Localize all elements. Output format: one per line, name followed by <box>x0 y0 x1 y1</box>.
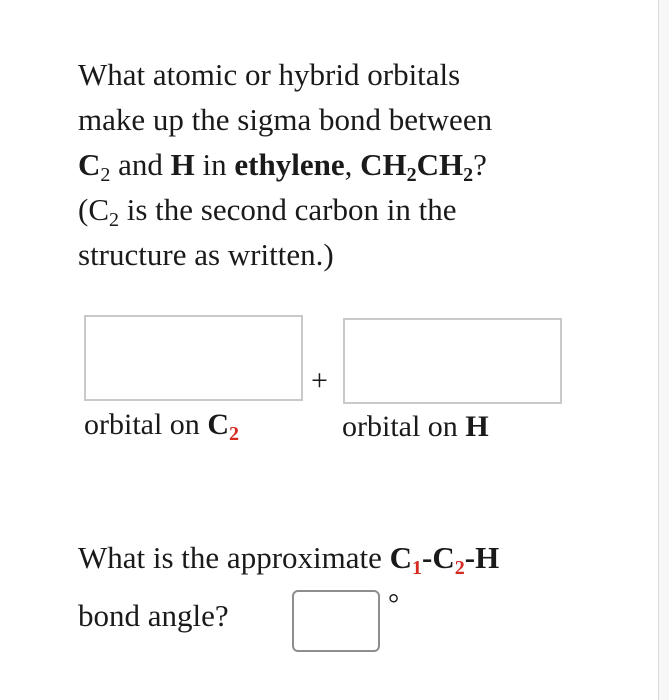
bond-angle-input[interactable] <box>292 590 380 652</box>
orbital-on-c2-label <box>84 407 239 443</box>
text-and: and <box>110 147 171 182</box>
dash-2: - <box>464 540 476 575</box>
orbital-on-h-label <box>342 409 489 445</box>
formula <box>360 147 474 186</box>
question-line-5: structure as written.) <box>78 237 334 272</box>
carbon-subscript: 2 <box>100 164 111 186</box>
label-c2-text: orbital on <box>84 408 208 441</box>
question-orbitals <box>78 52 578 277</box>
formula-ch-1: CH <box>360 147 407 182</box>
orbital-on-c2-input[interactable] <box>84 315 303 401</box>
bond-angle-label: bond angle? <box>78 598 229 633</box>
label-c2-subscript: 2 <box>228 423 239 445</box>
label-h-symbol: H <box>465 410 489 443</box>
angle-atoms <box>389 540 500 579</box>
formula-ch-2: CH <box>416 147 464 182</box>
question-line-4 <box>78 187 578 232</box>
question-line-3 <box>78 142 578 187</box>
plus-sign: + <box>311 364 328 397</box>
angle-prefix: What is the approximate <box>78 540 390 575</box>
degree-symbol: ° <box>388 589 400 620</box>
atom-c2-subscript: 2 <box>454 557 465 579</box>
question-mark: ? <box>473 147 487 182</box>
note-rest: is the second carbon in the <box>119 192 457 227</box>
question-line-1: What atomic or hybrid orbitals <box>78 57 461 92</box>
text-in: in <box>194 147 235 182</box>
atom-c1-subscript: 1 <box>412 557 423 579</box>
orbital-on-h-input[interactable] <box>343 318 562 404</box>
question-line-2: make up the sigma bond between <box>78 102 493 137</box>
dash-1: - <box>422 540 433 575</box>
atom-h: H <box>475 540 500 575</box>
question-bond-angle <box>78 540 500 579</box>
right-scroll-gutter <box>659 0 669 700</box>
hydrogen-symbol: H <box>170 147 195 182</box>
text-comma: , <box>344 147 361 182</box>
atom-c1: C <box>389 540 413 575</box>
label-h-text: orbital on <box>342 410 466 443</box>
carbon-symbol: C <box>78 147 101 182</box>
formula-sub-1: 2 <box>406 164 417 186</box>
note-open: (C <box>78 192 109 227</box>
molecule-name: ethylene <box>234 147 345 182</box>
note-subscript: 2 <box>109 209 119 231</box>
label-c2-symbol: C <box>207 408 229 441</box>
atom-c2: C <box>432 540 455 575</box>
formula-sub-2: 2 <box>463 164 474 186</box>
